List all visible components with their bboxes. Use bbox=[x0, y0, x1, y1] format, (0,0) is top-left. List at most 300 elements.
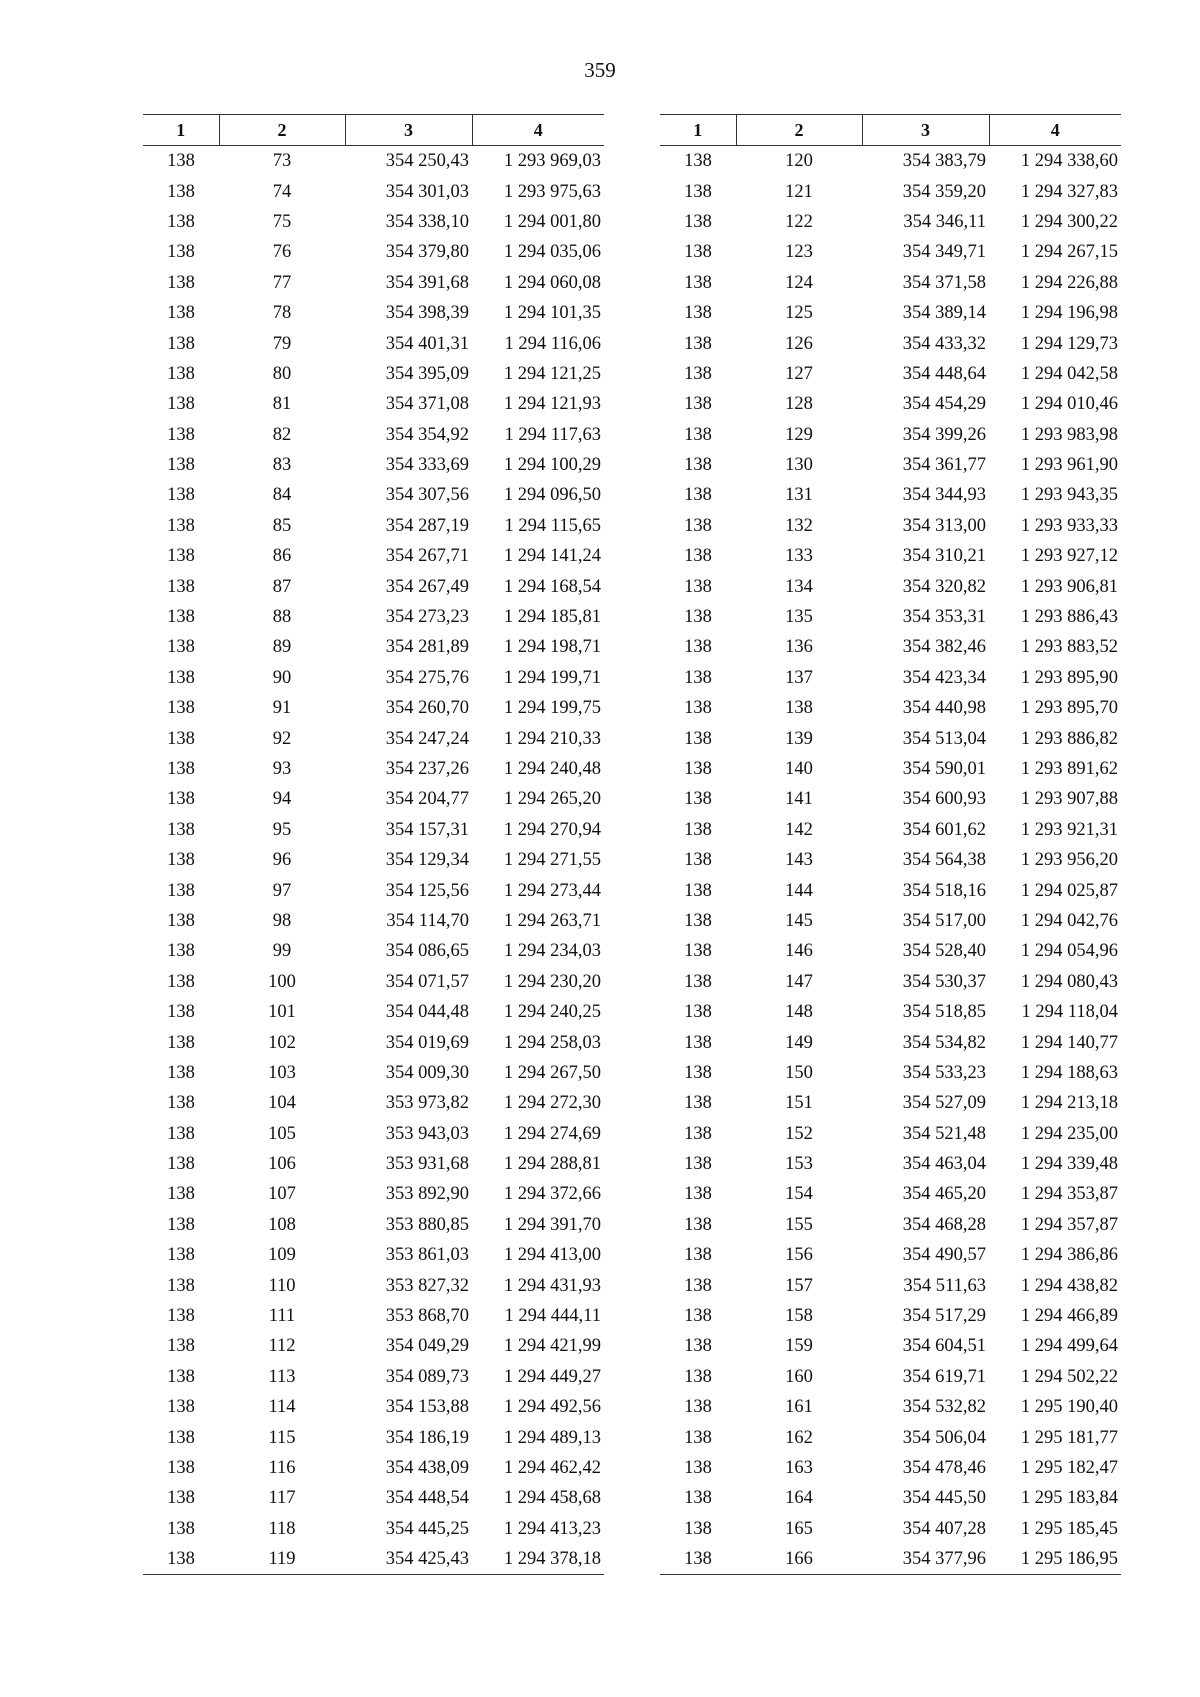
table-cell-col-3: 354 071,57 bbox=[385, 971, 469, 992]
table-cell-col-1: 138 bbox=[167, 1214, 195, 1235]
table-cell-col-1: 138 bbox=[167, 1154, 195, 1175]
table-cell-col-2: 74 bbox=[272, 181, 292, 202]
table-row bbox=[660, 1453, 1121, 1483]
table-cell-col-1: 138 bbox=[167, 1245, 195, 1266]
table-cell-col-3: 354 129,34 bbox=[385, 850, 469, 871]
table-row bbox=[660, 1544, 1121, 1575]
table-cell-col-4: 1 294 096,50 bbox=[503, 485, 601, 506]
table-row bbox=[660, 1058, 1121, 1088]
table-row bbox=[660, 359, 1121, 389]
table-cell-col-4: 1 295 181,77 bbox=[1020, 1427, 1118, 1448]
table-cell-col-1: 138 bbox=[684, 1214, 712, 1235]
table-row bbox=[143, 906, 604, 936]
table-cell-col-1: 138 bbox=[684, 333, 712, 354]
table-cell-col-3: 353 880,85 bbox=[385, 1214, 469, 1235]
table-cell-col-1: 138 bbox=[167, 485, 195, 506]
table-cell-col-1: 138 bbox=[684, 1306, 712, 1327]
table-row bbox=[143, 815, 604, 845]
table-cell-col-4: 1 294 025,87 bbox=[1020, 880, 1118, 901]
table-row bbox=[660, 754, 1121, 784]
table-row bbox=[143, 754, 604, 784]
table-header-row bbox=[143, 115, 604, 146]
table-cell-col-2: 101 bbox=[268, 1002, 296, 1023]
table-cell-col-1: 138 bbox=[684, 242, 712, 263]
table-cell-col-4: 1 294 267,15 bbox=[1020, 242, 1118, 263]
table-row bbox=[660, 1149, 1121, 1179]
page-number: 359 bbox=[584, 58, 616, 82]
table-row bbox=[660, 1240, 1121, 1270]
table-cell-col-1: 138 bbox=[167, 272, 195, 293]
table-row bbox=[660, 693, 1121, 723]
table-cell-col-4: 1 294 198,71 bbox=[503, 637, 601, 658]
table-cell-col-1: 138 bbox=[167, 1184, 195, 1205]
table-row bbox=[143, 1027, 604, 1057]
table-cell-col-2: 165 bbox=[785, 1518, 813, 1539]
table-cell-col-3: 354 019,69 bbox=[385, 1032, 469, 1053]
table-row bbox=[660, 268, 1121, 298]
table-cell-col-2: 79 bbox=[272, 333, 292, 354]
table-cell-col-3: 354 353,31 bbox=[902, 607, 986, 628]
table-cell-col-2: 147 bbox=[785, 971, 813, 992]
table-cell-col-4: 1 294 196,98 bbox=[1020, 303, 1118, 324]
table-cell-col-3: 354 157,31 bbox=[385, 819, 469, 840]
table-cell-col-2: 124 bbox=[785, 272, 813, 293]
table-row bbox=[143, 1149, 604, 1179]
table-cell-col-3: 354 382,46 bbox=[902, 637, 986, 658]
table-cell-col-2: 102 bbox=[268, 1032, 296, 1053]
table-row bbox=[143, 176, 604, 206]
table-cell-col-3: 354 086,65 bbox=[385, 941, 469, 962]
table-cell-col-2: 144 bbox=[785, 880, 813, 901]
column-header-3: 3 bbox=[862, 115, 989, 146]
table-cell-col-2: 97 bbox=[272, 880, 292, 901]
table-cell-col-3: 354 463,04 bbox=[902, 1154, 986, 1175]
table-cell-col-3: 354 601,62 bbox=[902, 819, 986, 840]
table-row bbox=[143, 845, 604, 875]
table-cell-col-2: 117 bbox=[268, 1488, 296, 1509]
table-cell-col-4: 1 294 431,93 bbox=[503, 1275, 601, 1296]
table-cell-col-4: 1 294 010,46 bbox=[1020, 394, 1118, 415]
table-cell-col-1: 138 bbox=[143, 1544, 219, 1575]
table-cell-col-2: 90 bbox=[272, 667, 292, 688]
coordinates-table-left bbox=[143, 114, 604, 1575]
table-cell-col-1: 138 bbox=[684, 151, 712, 172]
table-cell-col-3: 354 281,89 bbox=[385, 637, 469, 658]
table-cell-col-1: 138 bbox=[167, 181, 195, 202]
table-row bbox=[143, 450, 604, 480]
table-cell-col-2: 152 bbox=[785, 1123, 813, 1144]
table-cell-col-2: 140 bbox=[785, 759, 813, 779]
table-cell-col-1: 138 bbox=[167, 1397, 195, 1418]
table-cell-col-2: 120 bbox=[785, 151, 813, 172]
table-cell-col-3: 354 534,82 bbox=[902, 1032, 986, 1053]
table-row bbox=[660, 906, 1121, 936]
table-cell-col-2: 125 bbox=[785, 303, 813, 324]
table-cell-col-1: 138 bbox=[167, 394, 195, 415]
table-cell-col-3: 354 440,98 bbox=[902, 698, 986, 719]
table-cell-col-1: 138 bbox=[684, 1488, 712, 1509]
table-row bbox=[143, 602, 604, 632]
table-cell-col-4: 1 294 129,73 bbox=[1020, 333, 1118, 354]
table-cell-col-1: 138 bbox=[684, 667, 712, 688]
table-cell-col-2: 113 bbox=[268, 1366, 296, 1387]
table-cell-col-2: 115 bbox=[268, 1427, 296, 1448]
table-row bbox=[143, 1483, 604, 1513]
table-cell-col-1: 138 bbox=[684, 576, 712, 597]
table-cell-col-4: 1 294 458,68 bbox=[503, 1488, 601, 1509]
table-cell-col-3: 354 423,34 bbox=[902, 667, 986, 688]
table-cell-col-2: 160 bbox=[785, 1366, 813, 1387]
table-cell-col-1: 138 bbox=[167, 455, 195, 476]
table-row bbox=[143, 268, 604, 298]
table-cell-col-1: 138 bbox=[684, 211, 712, 232]
table-row bbox=[660, 1422, 1121, 1452]
table-cell-col-3: 354 371,58 bbox=[902, 272, 986, 293]
table-cell-col-2: 89 bbox=[272, 637, 292, 658]
table-cell-col-1: 138 bbox=[684, 607, 712, 628]
table-cell-col-2: 92 bbox=[272, 728, 292, 749]
table-row bbox=[660, 815, 1121, 845]
table-cell-col-3: 354 320,82 bbox=[902, 576, 986, 597]
table-cell-col-2: 77 bbox=[272, 272, 292, 293]
table-cell-col-3: 354 267,49 bbox=[385, 576, 469, 597]
table-cell-col-3: 354 153,88 bbox=[385, 1397, 469, 1418]
table-row bbox=[660, 450, 1121, 480]
table-cell-col-3: 354 260,70 bbox=[385, 698, 469, 719]
table-cell-col-3: 354 448,54 bbox=[385, 1488, 469, 1509]
table-cell-col-2: 103 bbox=[268, 1062, 296, 1083]
table-row bbox=[143, 1240, 604, 1270]
table-cell-col-1: 138 bbox=[167, 1366, 195, 1387]
table-cell-col-3: 354 391,68 bbox=[385, 272, 469, 293]
table-cell-col-2: 111 bbox=[268, 1306, 296, 1327]
table-cell-col-3: 354 407,28 bbox=[902, 1518, 986, 1539]
table-row bbox=[143, 1210, 604, 1240]
table-cell-col-3: 354 590,01 bbox=[902, 759, 986, 779]
table-cell-col-1: 138 bbox=[684, 394, 712, 415]
table-cell-col-4: 1 294 327,83 bbox=[1020, 181, 1118, 202]
table-row bbox=[660, 1270, 1121, 1300]
column-header-4: 4 bbox=[989, 115, 1121, 146]
table-row bbox=[660, 1210, 1121, 1240]
table-cell-col-3: 354 448,64 bbox=[902, 363, 986, 384]
table-cell-col-3: 354 346,11 bbox=[903, 211, 986, 232]
table-row bbox=[660, 207, 1121, 237]
table-cell-col-2: 80 bbox=[272, 363, 292, 384]
table-cell-col-2: 76 bbox=[272, 242, 292, 263]
table-cell-col-2: 75 bbox=[272, 211, 292, 232]
table-cell-col-3: 354 445,25 bbox=[385, 1518, 469, 1539]
table-cell-col-3: 354 186,19 bbox=[385, 1427, 469, 1448]
table-row bbox=[143, 571, 604, 601]
table-cell-col-4: 1 294 274,69 bbox=[503, 1123, 601, 1144]
table-cell-col-4: 1 294 060,08 bbox=[503, 272, 601, 293]
table-cell-col-2: 130 bbox=[785, 455, 813, 476]
table-cell-col-4: 1 294 235,00 bbox=[1020, 1123, 1118, 1144]
table-cell-col-1: 138 bbox=[167, 333, 195, 354]
table-cell-col-4: 1 294 353,87 bbox=[1020, 1184, 1118, 1205]
table-cell-col-1: 138 bbox=[167, 728, 195, 749]
table-cell-col-4: 1 294 226,88 bbox=[1020, 272, 1118, 293]
table-cell-col-3: 354 275,76 bbox=[385, 667, 469, 688]
table-cell-col-1: 138 bbox=[167, 667, 195, 688]
table-cell-col-2: 105 bbox=[268, 1123, 296, 1144]
table-cell-col-4: 1 293 886,82 bbox=[1020, 728, 1118, 749]
table-cell-col-1: 138 bbox=[684, 728, 712, 749]
table-cell-col-4: 1 294 240,25 bbox=[503, 1002, 601, 1023]
table-cell-col-2: 107 bbox=[268, 1184, 296, 1205]
table-cell-col-4: 1 294 230,20 bbox=[503, 971, 601, 992]
table-cell-col-4: 1 294 199,75 bbox=[503, 698, 601, 719]
table-cell-col-4: 1 295 186,95 bbox=[989, 1544, 1121, 1575]
table-cell-col-2: 154 bbox=[785, 1184, 813, 1205]
table-cell-col-2: 129 bbox=[785, 424, 813, 445]
table-row bbox=[660, 1392, 1121, 1422]
table-cell-col-1: 138 bbox=[684, 819, 712, 840]
table-cell-col-2: 127 bbox=[785, 363, 813, 384]
table-cell-col-2: 136 bbox=[785, 637, 813, 658]
table-cell-col-3: 354 527,09 bbox=[902, 1093, 986, 1114]
table-row bbox=[660, 389, 1121, 419]
table-cell-col-3: 354 349,71 bbox=[902, 242, 986, 263]
table-cell-col-4: 1 294 185,81 bbox=[503, 607, 601, 628]
table-cell-col-4: 1 294 502,22 bbox=[1020, 1366, 1118, 1387]
table-cell-col-1: 138 bbox=[167, 151, 195, 172]
table-cell-col-4: 1 293 883,52 bbox=[1020, 637, 1118, 658]
table-cell-col-4: 1 294 273,44 bbox=[503, 880, 601, 901]
table-cell-col-4: 1 294 199,71 bbox=[503, 667, 601, 688]
table-row bbox=[660, 663, 1121, 693]
table-cell-col-3: 354 478,46 bbox=[902, 1457, 986, 1478]
table-cell-col-1: 138 bbox=[684, 1154, 712, 1175]
table-cell-col-2: 118 bbox=[268, 1518, 296, 1539]
table-cell-col-2: 164 bbox=[785, 1488, 813, 1509]
table-cell-col-1: 138 bbox=[167, 850, 195, 871]
table-cell-col-3: 354 506,04 bbox=[902, 1427, 986, 1448]
table-cell-col-3: 354 511,63 bbox=[903, 1275, 986, 1296]
table-cell-col-4: 1 295 182,47 bbox=[1020, 1457, 1118, 1478]
table-cell-col-3: 354 354,92 bbox=[385, 424, 469, 445]
table-cell-col-4: 1 294 271,55 bbox=[503, 850, 601, 871]
table-cell-col-3: 354 359,20 bbox=[902, 181, 986, 202]
table-row bbox=[660, 1483, 1121, 1513]
table-cell-col-4: 1 293 895,70 bbox=[1020, 698, 1118, 719]
table-row bbox=[143, 1362, 604, 1392]
table-cell-col-2: 82 bbox=[272, 424, 292, 445]
table-cell-col-3: 354 114,70 bbox=[386, 910, 469, 931]
table-cell-col-4: 1 294 116,06 bbox=[504, 333, 601, 354]
table-row bbox=[660, 602, 1121, 632]
table-cell-col-3: 354 454,29 bbox=[902, 394, 986, 415]
table-cell-col-3: 354 468,28 bbox=[902, 1214, 986, 1235]
table-row bbox=[660, 875, 1121, 905]
table-cell-col-4: 1 294 386,86 bbox=[1020, 1245, 1118, 1266]
table-cell-col-3: 354 333,69 bbox=[385, 455, 469, 476]
table-cell-col-3: 354 204,77 bbox=[385, 789, 469, 810]
table-cell-col-3: 353 973,82 bbox=[385, 1093, 469, 1114]
table-cell-col-1: 138 bbox=[167, 1093, 195, 1114]
table-cell-col-3: 354 377,96 bbox=[862, 1544, 989, 1575]
table-cell-col-2: 91 bbox=[272, 698, 292, 719]
table-cell-col-1: 138 bbox=[684, 1518, 712, 1539]
table-cell-col-1: 138 bbox=[684, 910, 712, 931]
table-row bbox=[143, 997, 604, 1027]
table-cell-col-4: 1 294 234,03 bbox=[503, 941, 601, 962]
table-cell-col-2: 85 bbox=[272, 515, 292, 536]
table-cell-col-2: 138 bbox=[785, 698, 813, 719]
table-row bbox=[660, 936, 1121, 966]
table-cell-col-2: 83 bbox=[272, 455, 292, 476]
table-row bbox=[660, 1301, 1121, 1331]
table-cell-col-4: 1 294 499,64 bbox=[1020, 1336, 1118, 1357]
table-cell-col-2: 73 bbox=[272, 151, 292, 172]
column-header-3: 3 bbox=[345, 115, 472, 146]
table-cell-col-4: 1 294 421,99 bbox=[503, 1336, 601, 1357]
table-cell-col-3: 354 438,09 bbox=[385, 1457, 469, 1478]
table-cell-col-3: 354 530,37 bbox=[902, 971, 986, 992]
table-cell-col-1: 138 bbox=[684, 181, 712, 202]
table-row bbox=[143, 1301, 604, 1331]
table-cell-col-1: 138 bbox=[684, 1245, 712, 1266]
table-cell-col-1: 138 bbox=[684, 759, 712, 779]
table-cell-col-4: 1 294 413,23 bbox=[503, 1518, 601, 1539]
table-cell-col-1: 138 bbox=[684, 637, 712, 658]
table-cell-col-2: 139 bbox=[785, 728, 813, 749]
table-cell-col-3: 353 943,03 bbox=[385, 1123, 469, 1144]
table-row bbox=[143, 1422, 604, 1452]
table-cell-col-3: 354 307,56 bbox=[385, 485, 469, 506]
table-cell-col-2: 131 bbox=[785, 485, 813, 506]
table-cell-col-4: 1 294 444,11 bbox=[504, 1306, 601, 1327]
table-cell-col-1: 138 bbox=[684, 1366, 712, 1387]
table-cell-col-3: 354 313,00 bbox=[902, 515, 986, 536]
table-cell-col-2: 88 bbox=[272, 607, 292, 628]
table-cell-col-3: 354 399,26 bbox=[902, 424, 986, 445]
table-cell-col-1: 138 bbox=[167, 424, 195, 445]
table-cell-col-1: 138 bbox=[167, 576, 195, 597]
table-cell-col-3: 354 433,32 bbox=[902, 333, 986, 354]
table-cell-col-3: 353 861,03 bbox=[385, 1245, 469, 1266]
table-cell-col-1: 138 bbox=[660, 1544, 736, 1575]
table-row bbox=[143, 1270, 604, 1300]
table-row bbox=[660, 1514, 1121, 1544]
table-cell-col-4: 1 293 907,88 bbox=[1020, 789, 1118, 810]
table-row bbox=[660, 723, 1121, 753]
table-cell-col-4: 1 294 449,27 bbox=[503, 1366, 601, 1387]
table-cell-col-1: 138 bbox=[167, 910, 195, 931]
table-row bbox=[143, 936, 604, 966]
table-cell-col-1: 138 bbox=[684, 1427, 712, 1448]
table-cell-col-3: 354 517,29 bbox=[902, 1306, 986, 1327]
table-cell-col-4: 1 294 288,81 bbox=[503, 1154, 601, 1175]
table-cell-col-3: 354 521,48 bbox=[902, 1123, 986, 1144]
table-cell-col-4: 1 294 413,00 bbox=[503, 1245, 601, 1266]
table-cell-col-3: 354 532,82 bbox=[902, 1397, 986, 1418]
table-cell-col-4: 1 293 895,90 bbox=[1020, 667, 1118, 688]
table-row bbox=[660, 784, 1121, 814]
table-cell-col-2: 162 bbox=[785, 1427, 813, 1448]
table-cell-col-1: 138 bbox=[167, 819, 195, 840]
table-cell-col-2: 134 bbox=[785, 576, 813, 597]
table-row bbox=[143, 480, 604, 510]
table-cell-col-4: 1 295 185,45 bbox=[1020, 1518, 1118, 1539]
table-row bbox=[660, 1027, 1121, 1057]
table-cell-col-4: 1 294 240,48 bbox=[503, 759, 601, 779]
table-cell-col-3: 354 533,23 bbox=[902, 1062, 986, 1083]
table-cell-col-4: 1 293 983,98 bbox=[1020, 424, 1118, 445]
table-cell-col-1: 138 bbox=[684, 1002, 712, 1023]
table-cell-col-4: 1 294 121,25 bbox=[503, 363, 601, 384]
table-row bbox=[660, 176, 1121, 206]
table-cell-col-3: 354 287,19 bbox=[385, 515, 469, 536]
table-cell-col-1: 138 bbox=[167, 211, 195, 232]
table-cell-col-2: 146 bbox=[785, 941, 813, 962]
table-cell-col-4: 1 294 372,66 bbox=[503, 1184, 601, 1205]
table-cell-col-2: 114 bbox=[268, 1397, 296, 1418]
table-cell-col-1: 138 bbox=[684, 455, 712, 476]
table-row bbox=[143, 1331, 604, 1361]
table-cell-col-1: 138 bbox=[684, 971, 712, 992]
table-cell-col-4: 1 294 300,22 bbox=[1020, 211, 1118, 232]
table-cell-col-2: 156 bbox=[785, 1245, 813, 1266]
table-cell-col-4: 1 294 258,03 bbox=[503, 1032, 601, 1053]
table-cell-col-1: 138 bbox=[167, 880, 195, 901]
table-cell-col-4: 1 294 270,94 bbox=[503, 819, 601, 840]
table-cell-col-2: 149 bbox=[785, 1032, 813, 1053]
table-cell-col-4: 1 294 001,80 bbox=[503, 211, 601, 232]
table-cell-col-3: 354 465,20 bbox=[902, 1184, 986, 1205]
table-cell-col-4: 1 293 891,62 bbox=[1020, 759, 1118, 779]
table-cell-col-4: 1 294 188,63 bbox=[1020, 1062, 1118, 1083]
table-cell-col-2: 87 bbox=[272, 576, 292, 597]
table-cell-col-1: 138 bbox=[167, 1062, 195, 1083]
table-cell-col-1: 138 bbox=[167, 1457, 195, 1478]
table-cell-col-2: 133 bbox=[785, 546, 813, 567]
table-cell-col-3: 354 361,77 bbox=[902, 455, 986, 476]
table-row bbox=[660, 1179, 1121, 1209]
table-row bbox=[660, 997, 1121, 1027]
table-cell-col-1: 138 bbox=[167, 1002, 195, 1023]
table-cell-col-3: 354 247,24 bbox=[385, 728, 469, 749]
table-row bbox=[143, 511, 604, 541]
table-cell-col-1: 138 bbox=[167, 789, 195, 810]
table-cell-col-3: 354 383,79 bbox=[902, 151, 986, 172]
table-row bbox=[660, 237, 1121, 267]
table-cell-col-3: 354 518,85 bbox=[902, 1002, 986, 1023]
table-cell-col-4: 1 294 438,82 bbox=[1020, 1275, 1118, 1296]
table-cell-col-3: 354 528,40 bbox=[902, 941, 986, 962]
table-cell-col-2: 143 bbox=[785, 850, 813, 871]
table-cell-col-2: 159 bbox=[785, 1336, 813, 1357]
table-cell-col-1: 138 bbox=[167, 759, 195, 779]
table-cell-col-3: 354 338,10 bbox=[385, 211, 469, 232]
table-cell-col-4: 1 294 267,50 bbox=[503, 1062, 601, 1083]
table-cell-col-3: 354 125,56 bbox=[385, 880, 469, 901]
table-cell-col-4: 1 294 080,43 bbox=[1020, 971, 1118, 992]
table-cell-col-4: 1 294 489,13 bbox=[503, 1427, 601, 1448]
table-cell-col-2: 135 bbox=[785, 607, 813, 628]
table-cell-col-3: 354 425,43 bbox=[345, 1544, 472, 1575]
table-cell-col-2: 161 bbox=[785, 1397, 813, 1418]
table-cell-col-2: 121 bbox=[785, 181, 813, 202]
table-cell-col-4: 1 293 933,33 bbox=[1020, 515, 1118, 536]
table-cell-col-4: 1 295 190,40 bbox=[1020, 1397, 1118, 1418]
table-cell-col-4: 1 293 921,31 bbox=[1020, 819, 1118, 840]
table-cell-col-4: 1 293 956,20 bbox=[1020, 850, 1118, 871]
table-cell-col-1: 138 bbox=[684, 1275, 712, 1296]
table-cell-col-4: 1 294 042,58 bbox=[1020, 363, 1118, 384]
table-cell-col-3: 354 604,51 bbox=[902, 1336, 986, 1357]
